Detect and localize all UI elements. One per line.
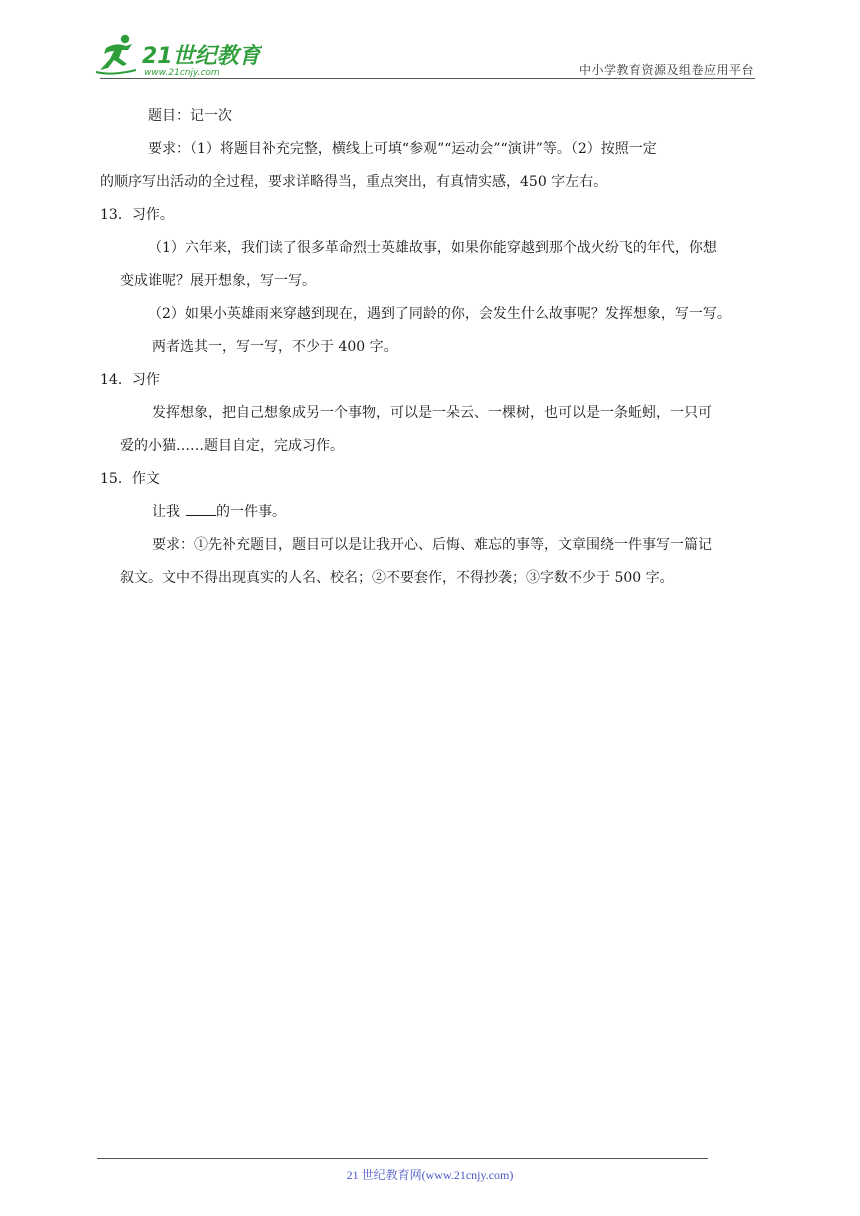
footer-divider — [97, 1158, 708, 1159]
q12-title-line: 题目：记一次 — [148, 108, 232, 124]
q13-item2: （2）如果小英雄雨来穿越到现在，遇到了同龄的你，会发生什么故事呢？发挥想象，写一写。 — [148, 306, 731, 322]
site-logo[interactable] — [92, 32, 262, 78]
runner-logo-icon — [92, 32, 262, 78]
logo-url: www.21cnjy.com — [144, 68, 220, 78]
q12-requirement-line-1: 要求：（1）将题目补充完整，横线上可填“参观”“运动会”“演讲”等。（2）按照一定 — [148, 141, 657, 157]
q13-note: 两者选其一，写一写，不少于 400 字。 — [152, 339, 398, 355]
document-body — [100, 100, 762, 595]
q14-number: 14．习作 — [100, 372, 160, 388]
q15-title-suffix: 的一件事。 — [216, 504, 286, 520]
q15-title-line — [100, 496, 762, 529]
platform-name: 中小学教育资源及组卷应用平台 — [578, 63, 754, 77]
q15-requirement-line-1: 要求：①先补充题目，题目可以是让我开心、后悔、难忘的事等，文章围绕一件事写一篇记 — [152, 537, 712, 553]
q14-line-1: 发挥想象，把自己想象成另一个事物，可以是一朵云、一棵树，也可以是一条蚯蚓，一只可 — [152, 405, 712, 421]
q14-line-2: 爱的小猫……题目自定，完成习作。 — [120, 438, 344, 454]
q15-title-prefix: 让我 — [152, 504, 180, 520]
q13-item1-line-1: （1）六年来，我们读了很多革命烈士英雄故事，如果你能穿越到那个战火纷飞的年代，你想 — [148, 240, 717, 256]
footer-text[interactable]: 21 世纪教育网(www.21cnjy.com) — [346, 1168, 514, 1182]
q15-number: 15．作文 — [100, 471, 160, 487]
q12-requirement-line-2: 的顺序写出活动的全过程，要求详略得当，重点突出，有真情实感，450 字左右。 — [100, 174, 608, 190]
q15-fill-blank — [186, 503, 216, 516]
q15-requirement-line-2: 叙文。文中不得出现真实的人名、校名；②不要套作，不得抄袭；③字数不少于 500 字。 — [120, 570, 674, 586]
logo-text: 21世纪教育 — [142, 44, 261, 69]
q13-number: 13．习作。 — [100, 207, 174, 223]
q13-item1-line-2: 变成谁呢？展开想象，写一写。 — [120, 273, 316, 289]
page-header — [0, 0, 860, 80]
header-divider — [100, 78, 755, 79]
